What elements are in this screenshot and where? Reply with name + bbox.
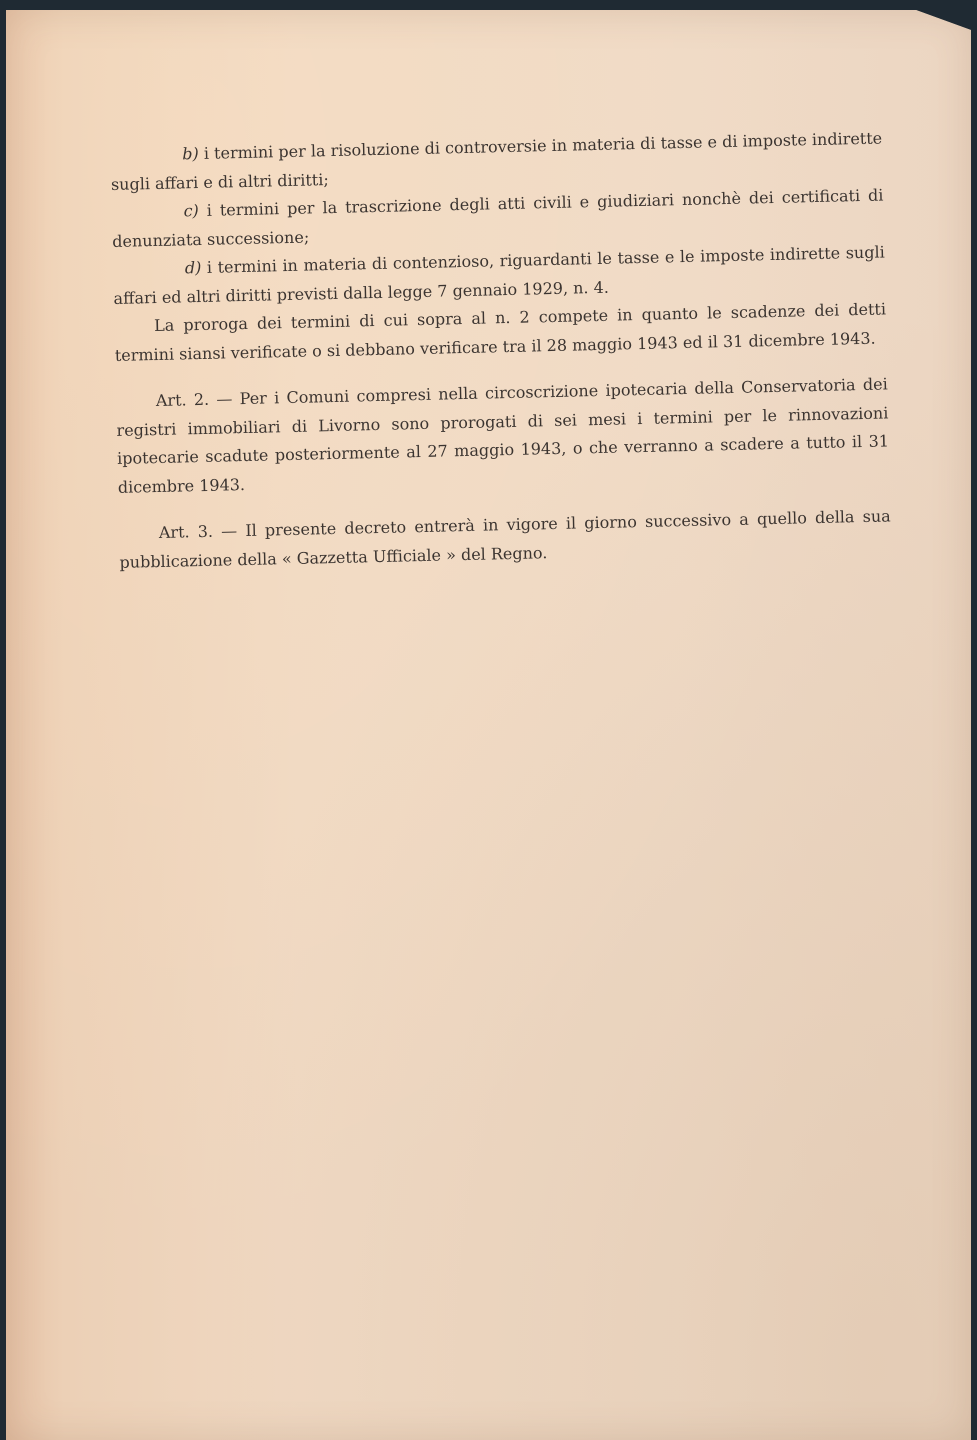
- clause-d-text: i termini in materia di contenzioso, riguardanti le tasse e le imposte indirette sugli affari ed altri diritti previsti dalla legge 7 gennaio 1929, n. 4.: [113, 242, 885, 308]
- document-body: [110, 124, 892, 576]
- clause-b-label: b): [182, 143, 199, 164]
- clause-c-text: i termini per la trascrizione degli atti civili e giudiziari nonchè dei certificati di denunziata successione;: [112, 185, 884, 251]
- article-3: [119, 502, 892, 576]
- clause-d-label: d): [184, 257, 202, 278]
- article-2: [116, 370, 890, 501]
- clause-b-text: i termini per la risoluzione di controversie in materia di tasse e di imposte indirette sugli affari e di altri diritti;: [110, 128, 883, 194]
- document-page: [6, 10, 971, 1440]
- clause-c-label: c): [183, 201, 199, 221]
- page-corner: [911, 10, 971, 32]
- proroga-text: La proroga dei termini di cui sopra al n. 2 compete in quanto le scadenze dei detti termini siansi verificate o si debbano verificare tra il 28 maggio 1943 ed il 31 dicembre 1943.: [114, 299, 887, 365]
- article-2-text: Art. 2. — Per i Comuni compresi nella circoscrizione ipotecaria della Conservatoria dei registri immobiliari di Livorno sono prorogati di sei mesi i termini per le rinnovazioni ipotecarie scadute posteriormente al 27 maggio 1943, o che verranno a scadere a tutto il 31 dicembre 1943.: [116, 374, 890, 497]
- article-3-text: Art. 3. — Il presente decreto entrerà in vigore il giorno successivo a quello della sua pubblicazione della « Gazzetta Ufficiale » del Regno.: [119, 506, 891, 572]
